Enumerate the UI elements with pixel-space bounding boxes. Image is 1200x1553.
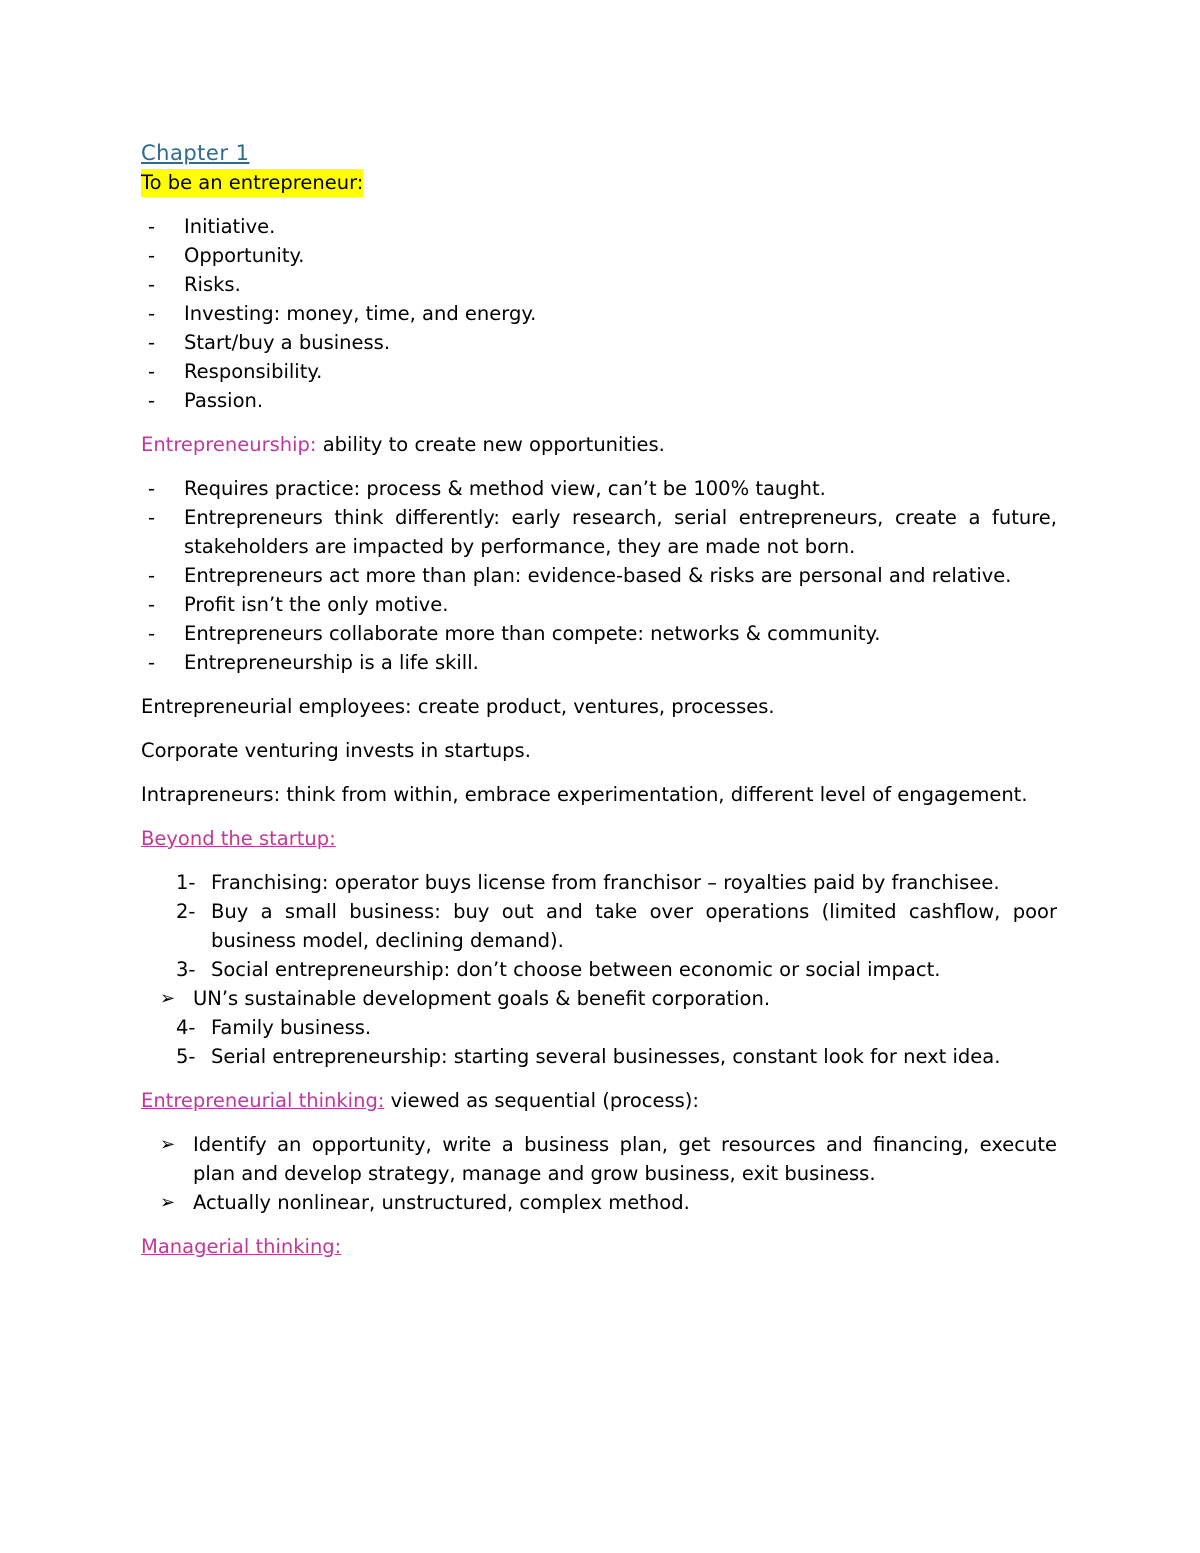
list-item: - Entrepreneurs act more than plan: evidence-based & risks are personal and relative. bbox=[141, 561, 1057, 590]
list-item: - Initiative. bbox=[141, 212, 1057, 241]
dash-marker: - bbox=[148, 360, 156, 383]
dash-marker: - bbox=[148, 244, 156, 267]
beyond-startup-heading: Beyond the startup: bbox=[141, 827, 336, 850]
dash-marker: - bbox=[148, 622, 156, 645]
dash-marker: - bbox=[148, 651, 156, 674]
dash-marker: - bbox=[148, 302, 156, 325]
list-item: - Profit isn’t the only motive. bbox=[141, 590, 1057, 619]
document-page bbox=[141, 138, 1057, 1261]
list-item: - Investing: money, time, and energy. bbox=[141, 299, 1057, 328]
arrow-bullet-icon: ➢ bbox=[160, 1134, 176, 1155]
dash-marker: - bbox=[148, 564, 156, 587]
list-item: ➢ Identify an opportunity, write a business plan, get resources and financing, execute plan and develop strategy, manage and grow business, exit business. bbox=[141, 1130, 1057, 1188]
number-marker: 1- bbox=[176, 871, 196, 894]
list-item: - Responsibility. bbox=[141, 357, 1057, 386]
entrepreneurship-definition: Entrepreneurship: ability to create new opportunities. bbox=[141, 433, 665, 456]
dash-marker: - bbox=[148, 215, 156, 238]
list-item: - Risks. bbox=[141, 270, 1057, 299]
managerial-thinking-heading: Managerial thinking: bbox=[141, 1235, 342, 1258]
dash-marker: - bbox=[148, 389, 156, 412]
list-item: - Passion. bbox=[141, 386, 1057, 415]
entrepreneurial-thinking-list bbox=[141, 1130, 1057, 1217]
list-item: 5- Serial entrepreneurship: starting several businesses, constant look for next idea. bbox=[141, 1042, 1057, 1071]
list-item: - Opportunity. bbox=[141, 241, 1057, 270]
entrepreneurial-thinking-definition: Entrepreneurial thinking: viewed as sequential (process): bbox=[141, 1089, 699, 1112]
list-item: 1- Franchising: operator buys license from franchisor – royalties paid by franchisee. bbox=[141, 868, 1057, 897]
list-item: 3- Social entrepreneurship: don’t choose between economic or social impact. bbox=[141, 955, 1057, 984]
list-item: ➢ UN’s sustainable development goals & benefit corporation. bbox=[141, 984, 1057, 1013]
arrow-bullet-icon: ➢ bbox=[160, 988, 176, 1009]
number-marker: 2- bbox=[176, 900, 196, 923]
beyond-startup-list bbox=[141, 868, 1057, 1071]
intrapreneurs-paragraph: Intrapreneurs: think from within, embrace experimentation, different level of engagement. bbox=[141, 783, 1028, 806]
list-item: 2- Buy a small business: buy out and take over operations (limited cashflow, poor business model, declining demand). bbox=[141, 897, 1057, 955]
chapter-title: Chapter 1 bbox=[141, 141, 250, 165]
arrow-bullet-icon: ➢ bbox=[160, 1192, 176, 1213]
list-item: 4- Family business. bbox=[141, 1013, 1057, 1042]
dash-marker: - bbox=[148, 506, 156, 529]
dash-marker: - bbox=[148, 273, 156, 296]
intro-heading-row bbox=[141, 168, 1057, 197]
entrepreneurship-term: Entrepreneurship: bbox=[141, 433, 317, 456]
list-item: - Requires practice: process & method view, can’t be 100% taught. bbox=[141, 474, 1057, 503]
dash-marker: - bbox=[148, 593, 156, 616]
intro-heading: To be an entrepreneur: bbox=[141, 169, 363, 197]
number-marker: 5- bbox=[176, 1045, 196, 1068]
list-item: - Entrepreneurs think differently: early research, serial entrepreneurs, create a future, stakeholders are impacted by performance, they are made not born. bbox=[141, 503, 1057, 561]
list-item: - Start/buy a business. bbox=[141, 328, 1057, 357]
entrepreneurial-thinking-term: Entrepreneurial thinking: bbox=[141, 1089, 385, 1112]
entrepreneur-traits-list bbox=[141, 212, 1057, 415]
dash-marker: - bbox=[148, 477, 156, 500]
corporate-paragraph: Corporate venturing invests in startups. bbox=[141, 739, 531, 762]
entrepreneurship-points-list bbox=[141, 474, 1057, 677]
list-item: - Entrepreneurs collaborate more than compete: networks & community. bbox=[141, 619, 1057, 648]
employees-paragraph: Entrepreneurial employees: create product, ventures, processes. bbox=[141, 695, 775, 718]
list-item: ➢ Actually nonlinear, unstructured, complex method. bbox=[141, 1188, 1057, 1217]
number-marker: 3- bbox=[176, 958, 196, 981]
dash-marker: - bbox=[148, 331, 156, 354]
list-item: - Entrepreneurship is a life skill. bbox=[141, 648, 1057, 677]
number-marker: 4- bbox=[176, 1016, 196, 1039]
